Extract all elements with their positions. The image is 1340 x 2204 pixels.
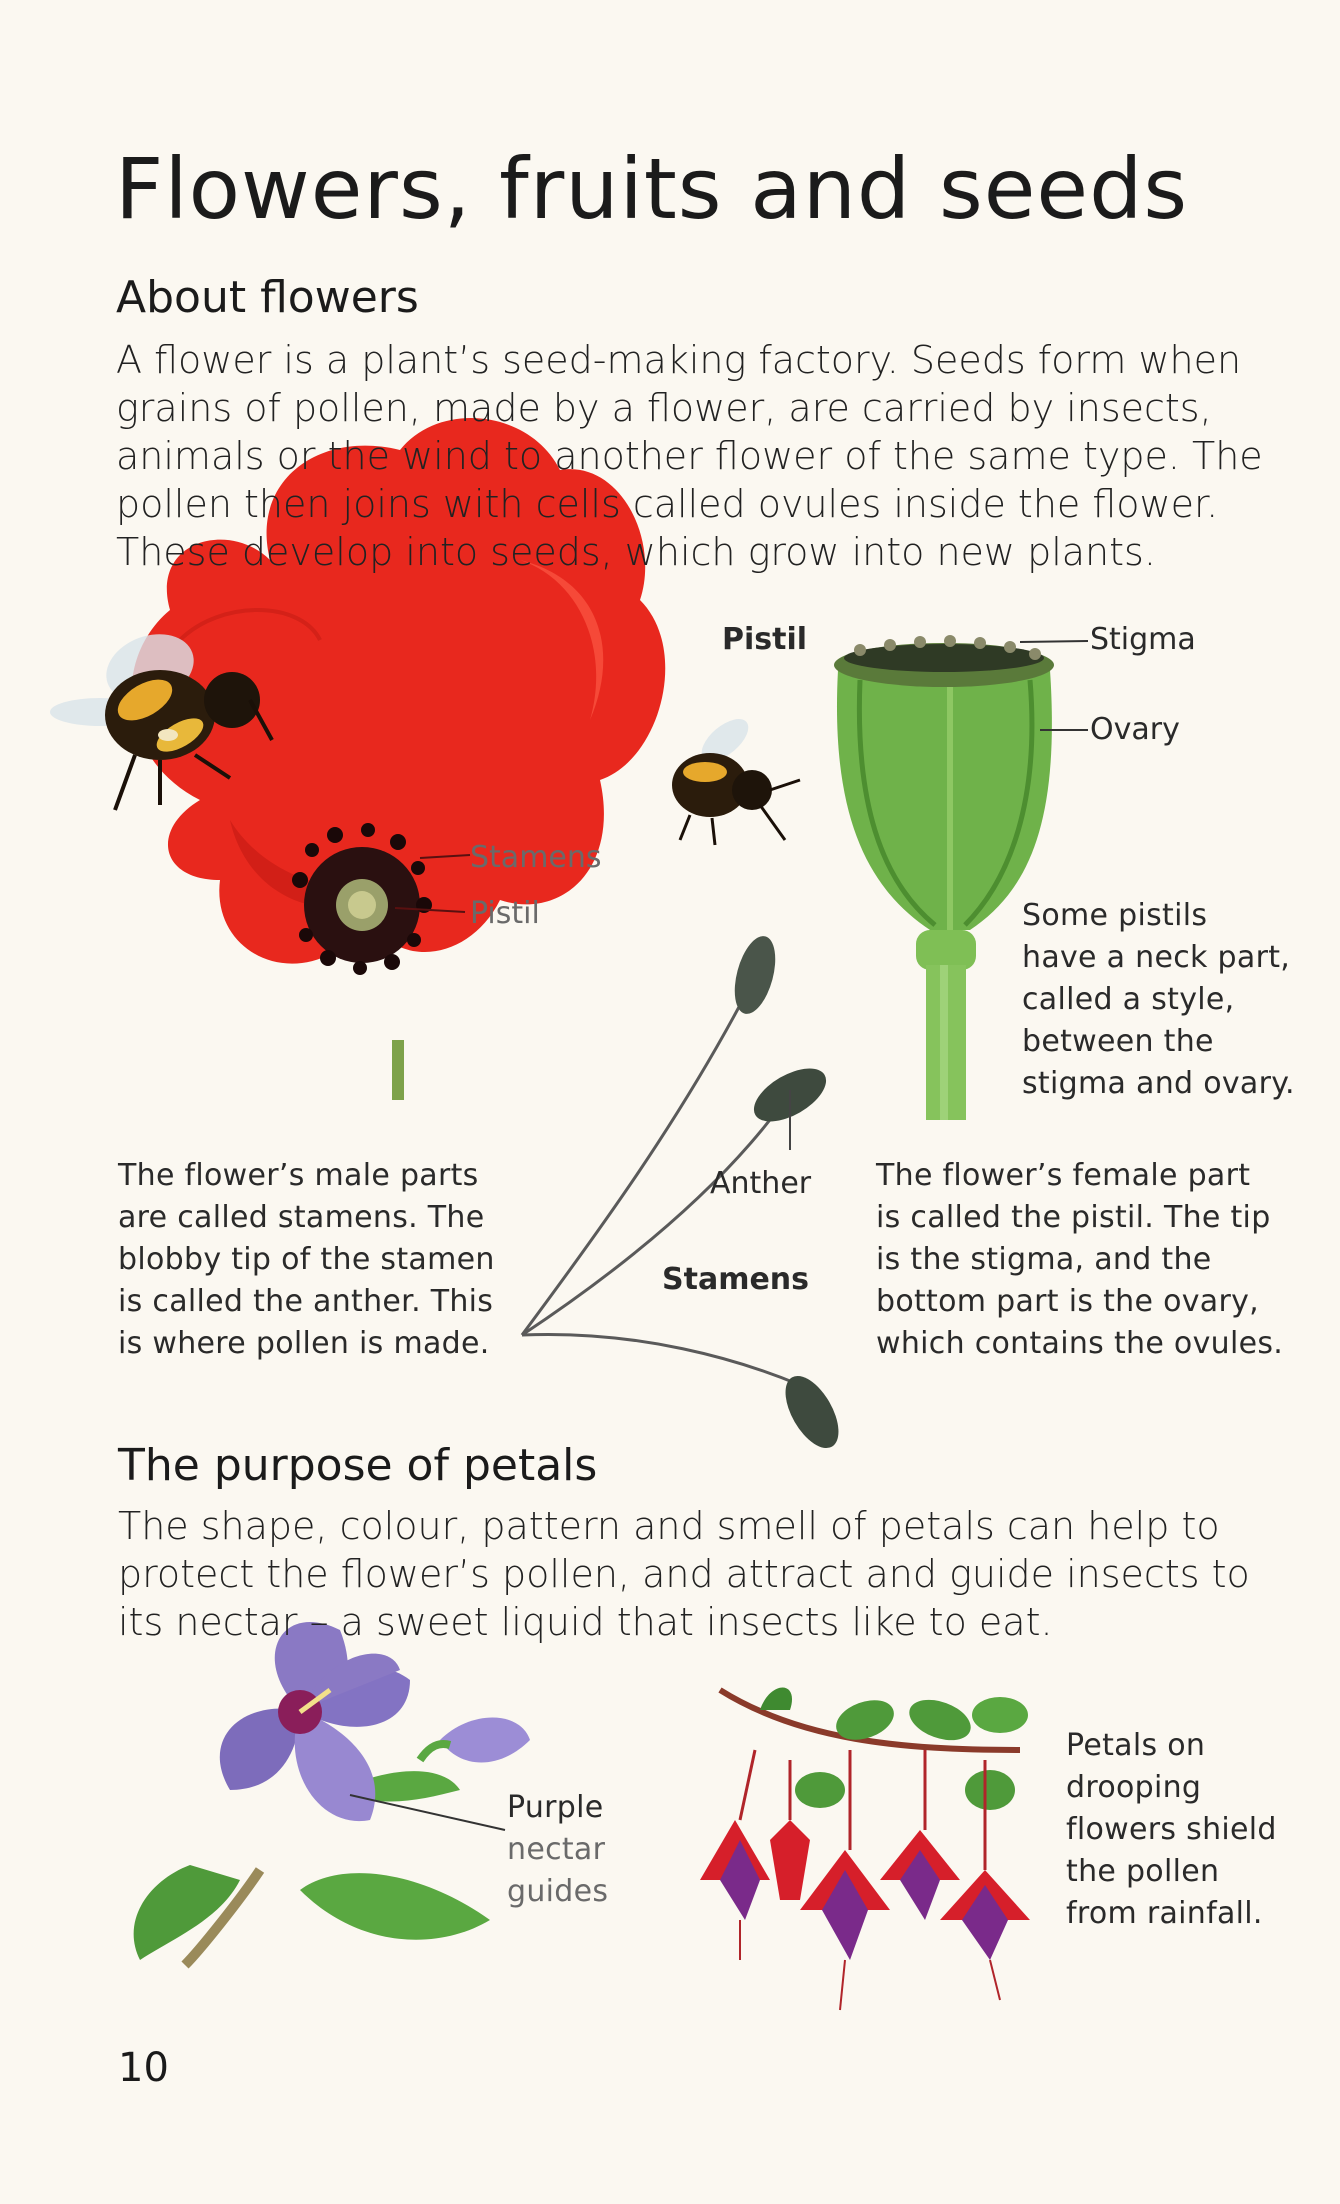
drooping-note-line-2: drooping: [1066, 1770, 1202, 1805]
male-note-line-3: blobby tip of the stamen: [118, 1242, 495, 1277]
style-note-line-1: Some pistils: [1022, 898, 1208, 933]
female-note-line-5: which contains the ovules.: [876, 1326, 1284, 1361]
male-note-line-4: is called the anther. This: [118, 1284, 494, 1319]
about-flowers-heading: About flowers: [116, 272, 419, 323]
ovary-label: Ovary: [1090, 712, 1180, 747]
fuchsia-bloom-4: [880, 1750, 960, 1920]
anther-label: Anther: [710, 1166, 812, 1201]
about-line-2: grains of pollen, made by a flower, are carried by insects,: [116, 386, 1212, 430]
female-note-line-3: is the stigma, and the: [876, 1242, 1212, 1277]
pistil-heading: Pistil: [722, 622, 808, 657]
poppy-stamens-label: Stamens: [470, 840, 602, 875]
nectar-guides-label: [507, 1787, 608, 1913]
drooping-note-line-1: Petals on: [1066, 1728, 1206, 1763]
page-title: Flowers, fruits and seeds: [115, 140, 1189, 238]
petals-line-3: its nectar – a sweet liquid that insects like to eat.: [118, 1600, 1053, 1644]
style-note-line-3: called a style,: [1022, 982, 1235, 1017]
female-note-line-2: is called the pistil. The tip: [876, 1200, 1271, 1235]
drooping-note-line-4: the pollen: [1066, 1854, 1220, 1889]
male-note-line-2: are called stamens. The: [118, 1200, 485, 1235]
petals-line-1: The shape, colour, pattern and smell of petals can help to: [118, 1504, 1220, 1548]
purple-label: Purple: [507, 1790, 604, 1825]
fuchsia-bloom-1: [700, 1750, 770, 1960]
fuchsia-illustration: [700, 1688, 1030, 2011]
style-note-line-4: between the: [1022, 1024, 1214, 1059]
male-note-line-1: The flower’s male parts: [118, 1158, 479, 1193]
petals-heading: The purpose of petals: [118, 1440, 598, 1491]
page-number: 10: [118, 2045, 169, 2091]
stamens-heading: Stamens: [662, 1262, 810, 1297]
style-note-line-2: have a neck part,: [1022, 940, 1291, 975]
about-line-5: These develop into seeds, which grow into new plants.: [116, 530, 1156, 574]
hibiscus-illustration: [134, 1622, 530, 1965]
about-flowers-paragraph: [116, 336, 1263, 576]
style-note-line-5: stigma and ovary.: [1022, 1066, 1295, 1101]
petals-paragraph: [118, 1502, 1250, 1646]
nectar-label: nectar: [507, 1832, 606, 1867]
about-line-3: animals or the wind to another flower of the same type. The: [116, 434, 1263, 478]
female-note-line-1: The flower’s female part: [876, 1158, 1251, 1193]
drooping-note-line-3: flowers shield: [1066, 1812, 1277, 1847]
style-note: [1022, 895, 1295, 1105]
drooping-flowers-note: [1066, 1725, 1277, 1935]
about-line-1: A flower is a plant’s seed-making factory. Seeds form when: [116, 338, 1242, 382]
drooping-note-line-5: from rainfall.: [1066, 1896, 1263, 1931]
bumblebee-small-illustration: [672, 711, 800, 845]
female-note-line-4: bottom part is the ovary,: [876, 1284, 1259, 1319]
petals-line-2: protect the flower’s pollen, and attract and guide insects to: [118, 1552, 1250, 1596]
male-parts-note: [118, 1155, 495, 1365]
poppy-pistil-label: Pistil: [470, 896, 540, 931]
guides-label: guides: [507, 1874, 609, 1909]
female-part-note: [876, 1155, 1283, 1365]
about-line-4: pollen then joins with cells called ovules inside the flower.: [116, 482, 1219, 526]
male-note-line-5: is where pollen is made.: [118, 1326, 490, 1361]
stigma-label: Stigma: [1090, 622, 1196, 657]
